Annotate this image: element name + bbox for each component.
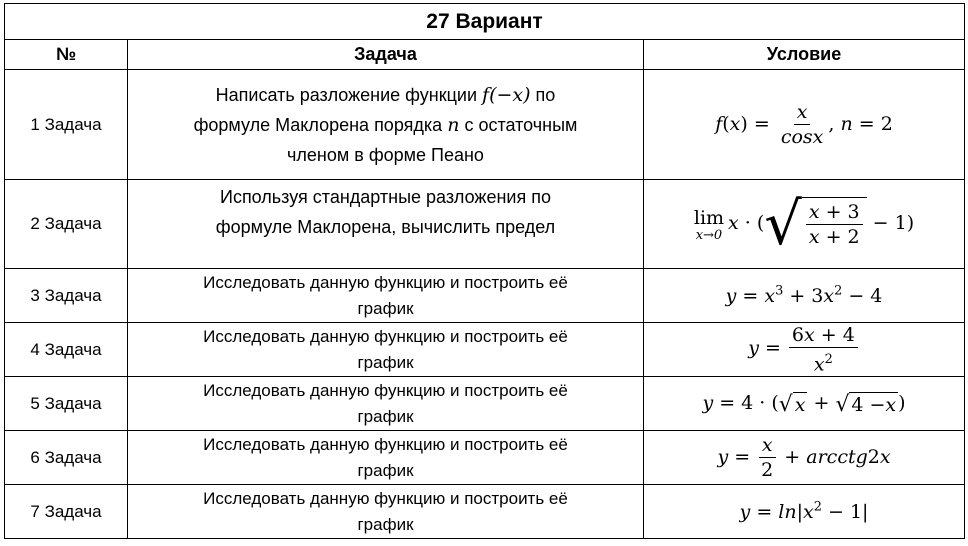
table-row bbox=[5, 431, 965, 485]
table-row bbox=[5, 269, 965, 323]
task-text-line: Исследовать данную функцию и построить её bbox=[203, 272, 568, 292]
task-text-line: график bbox=[357, 352, 414, 372]
task-text bbox=[128, 180, 644, 269]
formula: f(x) = $\frac{x}{\cos x}$ , n = 2 bbox=[715, 101, 893, 148]
task-number: 6 Задача bbox=[5, 431, 128, 485]
task-text-line: Исследовать данную функцию и построить её bbox=[203, 488, 568, 508]
variant-title: 27 Вариант bbox=[5, 4, 965, 40]
task-text-line: Исследовать данную функцию и построить её bbox=[203, 380, 568, 400]
task-text bbox=[128, 323, 644, 377]
condition-formula bbox=[644, 180, 965, 269]
task-text-line: график bbox=[357, 406, 414, 426]
task-text-line: график bbox=[357, 514, 414, 534]
task-text-line: с остаточным bbox=[464, 114, 578, 135]
condition-formula bbox=[644, 323, 965, 377]
table-row bbox=[5, 180, 965, 269]
formula: y = $\frac{6x + 4}{x^2}$ bbox=[748, 337, 860, 359]
column-header-number: № bbox=[5, 40, 128, 70]
task-number: 1 Задача bbox=[5, 70, 128, 180]
task-text-line: формуле Маклорена порядка bbox=[193, 114, 443, 135]
table-row bbox=[5, 485, 965, 539]
formula: $y = x^3 + 3x^2 - 4$ bbox=[725, 283, 883, 308]
variant-table bbox=[4, 3, 965, 539]
condition-formula bbox=[644, 377, 965, 431]
formula: lim x→0 x · ( √ $\frac{x + 3}{x + 2}$ − 1) bbox=[693, 189, 915, 259]
task-text-line: формуле Маклорена, вычислить предел bbox=[215, 217, 556, 237]
task-text-line: график bbox=[357, 460, 414, 480]
task-text bbox=[128, 485, 644, 539]
table-row bbox=[5, 377, 965, 431]
task-number: 7 Задача bbox=[5, 485, 128, 539]
task-number: 4 Задача bbox=[5, 323, 128, 377]
task-text bbox=[128, 70, 644, 180]
column-header-condition: Условие bbox=[644, 40, 965, 70]
condition-formula bbox=[644, 269, 965, 323]
task-text-line: Исследовать данную функцию и построить её bbox=[203, 434, 568, 454]
task-order: n bbox=[447, 113, 460, 136]
task-text-line: Используя стандартные разложения по bbox=[220, 187, 551, 207]
task-function: f(−x) bbox=[482, 83, 531, 106]
task-number: 5 Задача bbox=[5, 377, 128, 431]
task-text-line: Написать разложение функции bbox=[215, 84, 478, 105]
condition-formula bbox=[644, 485, 965, 539]
task-number: 3 Задача bbox=[5, 269, 128, 323]
table-row bbox=[5, 70, 965, 180]
formula: $y = \ln|x^2 - 1|$ bbox=[739, 499, 869, 524]
task-text bbox=[128, 377, 644, 431]
table-row bbox=[5, 323, 965, 377]
task-text-line: график bbox=[357, 298, 414, 318]
condition-formula bbox=[644, 70, 965, 180]
formula: y = 4 · ( √ x + √ 4 − x ) bbox=[702, 391, 906, 417]
task-text bbox=[128, 431, 644, 485]
task-text-line: по bbox=[535, 84, 556, 105]
formula: y = $\frac{x}{2}$ + arcctg2x bbox=[717, 434, 891, 481]
task-text-line: членом в форме Пеано bbox=[287, 144, 484, 165]
task-text-line: Исследовать данную функцию и построить её bbox=[203, 326, 568, 346]
task-number: 2 Задача bbox=[5, 180, 128, 269]
column-header-task: Задача bbox=[128, 40, 644, 70]
task-text bbox=[128, 269, 644, 323]
condition-formula bbox=[644, 431, 965, 485]
